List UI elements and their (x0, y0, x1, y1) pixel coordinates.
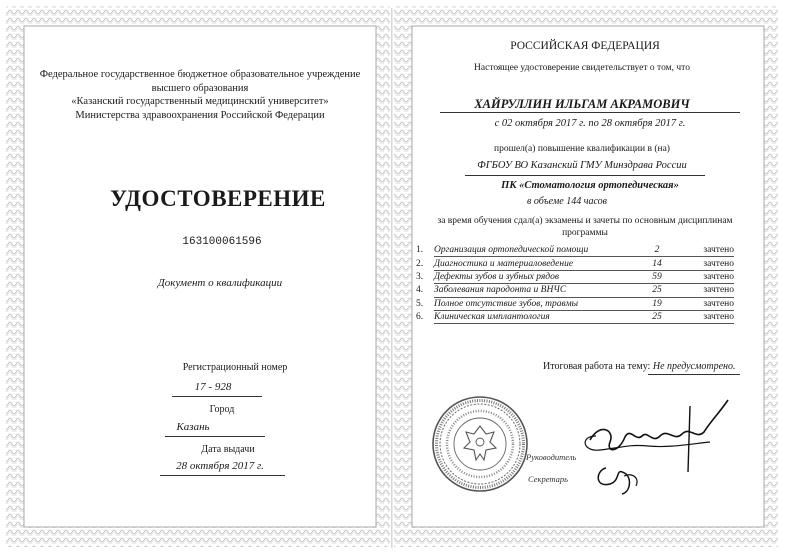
signatures (570, 392, 740, 502)
table-row (416, 310, 734, 323)
training-text: прошел(а) повышение квалификации в (на) (494, 144, 670, 154)
subject-name: Диагностика и материаловедение (434, 257, 630, 270)
holder-name: ХАЙРУЛЛИН ИЛЬГАМ АКРАМОВИЧ (474, 97, 690, 111)
final-work-label: Итоговая работа на тему: (543, 361, 651, 372)
subject-hours: 25 (630, 310, 684, 323)
organization-line (465, 175, 705, 176)
subject-hours: 2 (630, 244, 684, 257)
reg-number-label: Регистрационный номер (182, 362, 288, 373)
institution-line-3: «Казанский государственный медицинский университет» (71, 96, 329, 107)
exams-text-line-2: программы (562, 228, 608, 238)
city-label: Город (209, 404, 235, 415)
subject-result: зачтено (684, 297, 734, 310)
subject-name: Организация ортопедической помощи (434, 244, 630, 257)
subject-name: Заболевания пародонта и ВНЧС (434, 284, 630, 297)
training-organization: ФГБОУ ВО Казанский ГМУ Минздрава России (477, 160, 687, 171)
institution-line-1: Федеральное государственное бюджетное образовательное учреждение (39, 69, 361, 80)
certify-text: Настоящее удостоверение свидетельствует о том, что (474, 63, 690, 73)
subject-result: зачтено (684, 257, 734, 270)
subject-result: зачтено (684, 270, 734, 283)
round-seal-stamp (430, 394, 530, 494)
country-header: РОССИЙСКАЯ ФЕДЕРАЦИЯ (510, 40, 660, 52)
final-work-block (543, 361, 736, 372)
exams-text-line-1: за время обучения сдал(а) экзамены и зачеты по основным дисциплинам (437, 216, 733, 226)
subject-number: 6. (416, 312, 424, 323)
program-hours: в объеме 144 часов (527, 196, 607, 207)
subject-hours: 25 (630, 284, 684, 297)
city-value: Казань (176, 421, 210, 433)
subject-name: Дефекты зубов и зубных рядов (434, 270, 630, 283)
institution-line-2: высшего образования (151, 82, 249, 94)
subject-number: 4. (416, 285, 424, 296)
issue-date-line (160, 475, 285, 476)
subject-hours: 19 (630, 297, 684, 310)
final-work-value: Не предусмотрено. (652, 361, 736, 372)
document-type: Документ о квалификации (157, 277, 283, 289)
subject-result: зачтено (684, 284, 734, 297)
training-period: с 02 октября 2017 г. по 28 октября 2017 г. (494, 118, 686, 129)
head-label: Руководитель (526, 452, 577, 462)
subject-hours: 14 (630, 257, 684, 270)
holder-name-line (440, 112, 740, 113)
serial-number: 163100061596 (182, 236, 262, 248)
subject-name: Клиническая имплантология (434, 310, 630, 323)
page-fold (391, 8, 393, 548)
subjects-table (416, 244, 734, 324)
table-row (416, 284, 734, 297)
secretary-label: Секретарь (528, 474, 568, 484)
reg-number-value: 17 - 928 (194, 381, 232, 393)
table-row (416, 244, 734, 257)
document-title: УДОСТОВЕРЕНИЕ (110, 186, 326, 211)
final-work-line (648, 374, 740, 375)
reg-number-line (172, 396, 262, 397)
table-row (416, 270, 734, 283)
subject-hours: 59 (630, 270, 684, 283)
program-name: ПК «Стоматология ортопедическая» (501, 180, 679, 191)
institution-block (40, 68, 361, 122)
issue-date-value: 28 октября 2017 г. (176, 460, 264, 472)
table-row (416, 297, 734, 310)
city-line (165, 436, 265, 437)
institution-line-4: Министерства здравоохранения Российской Федерации (75, 109, 325, 121)
subject-result: зачтено (684, 310, 734, 323)
subject-number: 2. (416, 258, 424, 269)
subject-result: зачтено (684, 244, 734, 257)
table-row (416, 257, 734, 270)
subject-number: 3. (416, 271, 424, 282)
subject-number: 5. (416, 298, 424, 309)
issue-date-label: Дата выдачи (201, 444, 255, 455)
subject-name: Полное отсутствие зубов, травмы (434, 297, 630, 310)
subject-number: 1. (416, 245, 424, 256)
